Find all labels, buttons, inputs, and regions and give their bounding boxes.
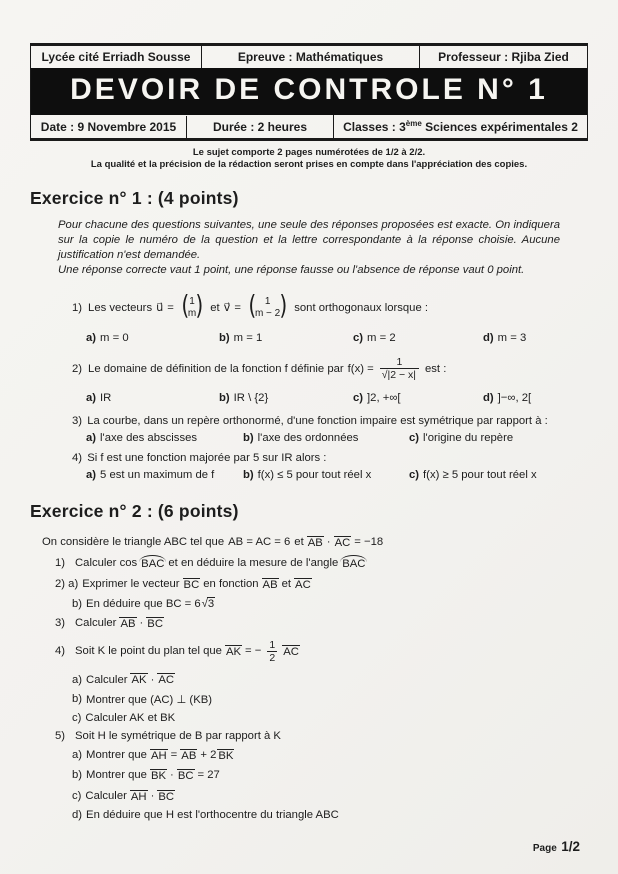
vector-AH: AH — [130, 790, 147, 803]
vector-BC: BC — [183, 578, 200, 591]
option-label: b) — [219, 331, 230, 344]
vector-BC: BC — [158, 790, 175, 803]
vector-v-symbol: v⃗ — [223, 302, 231, 315]
sqrt-sign: √ — [201, 597, 208, 610]
option-label: b) — [243, 431, 254, 444]
vector-AC: AC — [283, 646, 299, 659]
item-text: Soit K le point du plan tel que — [75, 645, 222, 658]
header-row-top — [31, 46, 587, 68]
intro-text: On considère le triangle ABC tel que — [42, 535, 225, 548]
question-2-text-post: est : — [425, 362, 447, 375]
classes-prefix: Classes : 3 — [343, 120, 406, 134]
ex2-item-3 — [55, 616, 588, 630]
page-label: Page — [532, 843, 557, 854]
option-1d — [483, 332, 588, 344]
option-label: c) — [353, 331, 364, 344]
and-word: et — [210, 301, 220, 314]
option-1b — [219, 332, 353, 344]
option-2c — [353, 392, 483, 404]
vector-BC: BC — [177, 770, 194, 783]
item-number: a) — [72, 673, 83, 686]
question-1 — [72, 289, 588, 327]
ex2-item-2a — [55, 577, 588, 591]
plus-two: + 2 — [200, 749, 217, 762]
exercise2-title: Exercice n° 2 : (6 points) — [30, 500, 239, 521]
vector-AB: AB — [120, 618, 136, 631]
vector-AK: AK — [225, 646, 242, 659]
item-number: 1) — [55, 556, 66, 569]
item-text: Calculer — [86, 673, 128, 686]
question-4-number: 4) — [72, 451, 83, 464]
ex2-item-5a — [72, 748, 588, 762]
fraction-denominator: 2 — [269, 651, 276, 664]
vector-BK: BK — [150, 770, 167, 783]
ex2-item-5b — [72, 768, 588, 782]
dot-product-sign: · — [150, 789, 155, 802]
notice-line1: Le sujet comporte 2 pages numérotées de 1/2 à 2/2. — [192, 147, 426, 158]
ex2-item-5 — [55, 730, 588, 742]
vector-v-y: m − 2 — [254, 307, 281, 319]
option-label: c) — [409, 431, 420, 444]
vector-BK: BK — [218, 749, 234, 762]
question-4 — [72, 452, 588, 464]
item-number: 5) — [55, 729, 66, 742]
option-3c — [409, 432, 588, 444]
school-name: Lycée cité Erriadh Sousse — [41, 50, 191, 64]
item-text: Calculer — [85, 789, 127, 802]
option-text: 5 est un maximum de f — [100, 468, 215, 481]
item-text: En déduire que BC = 6 — [86, 597, 201, 610]
instructions-paragraph2: Une réponse correcte vaut 1 point, une réponse fausse ou l'absence de réponse vaut 0 point. — [58, 263, 525, 276]
vector-u-x: ( 1 — [189, 295, 195, 307]
item-number: b) — [72, 769, 83, 782]
item-text: et en déduire la mesure de l'angle — [168, 556, 339, 569]
exam-subject: Epreuve : Mathématiques — [201, 46, 419, 68]
question-1-text-post: sont orthogonaux lorsque : — [294, 301, 429, 314]
page-number — [533, 838, 580, 856]
exam-date: Date : 9 Novembre 2015 — [40, 119, 177, 134]
fraction — [380, 356, 419, 381]
exam-duration: Durée : 2 heures — [186, 116, 333, 138]
item-text: Exprimer le vecteur — [82, 577, 180, 590]
option-label: d) — [483, 331, 494, 344]
lengths-equation: AB = AC = 6 — [228, 535, 291, 548]
option-text: f(x) ≥ 5 pour tout réel x — [423, 468, 537, 481]
equation-value: = 27 — [197, 769, 220, 782]
item-number: 3) — [55, 617, 66, 630]
angle-BAC: BAC — [141, 555, 164, 570]
item-text: Calculer AK et BK — [85, 711, 176, 724]
sqrt-sign: √ — [381, 369, 388, 382]
question-4-options — [86, 469, 588, 481]
vector-u-symbol: u⃗ — [156, 302, 164, 315]
option-1c — [353, 332, 483, 344]
and-word: et — [294, 535, 304, 548]
and-word: et — [281, 577, 292, 590]
question-2-number: 2) — [72, 362, 83, 375]
item-number: 4) — [55, 645, 66, 658]
option-4c — [409, 469, 588, 481]
question-3-text: La courbe, dans un repère orthonormé, d'une fonction impaire est symétrique par rapport à : — [87, 414, 548, 427]
item-text: Calculer cos — [75, 556, 138, 569]
notice-line2: La qualité et la précision de la rédaction seront prises en compte dans l'appréciation des copies. — [90, 159, 528, 171]
vector-AB: AB — [181, 749, 197, 762]
vector-AK: AK — [131, 674, 147, 687]
exercise2-intro — [42, 535, 588, 549]
ex2-item-4a — [72, 672, 588, 686]
item-text: en fonction — [203, 577, 259, 590]
vector-BC: BC — [147, 618, 163, 631]
option-text: IR — [100, 391, 112, 404]
option-text: IR \ {2} — [233, 391, 269, 404]
option-3b — [243, 432, 409, 444]
option-text: m = 2 — [367, 331, 396, 344]
vector-u-y: m — [187, 307, 197, 319]
dot-product-sign: · — [139, 617, 144, 630]
question-3 — [72, 415, 588, 427]
ex2-item-4c — [72, 712, 588, 724]
vector-AB: AB — [262, 578, 278, 591]
ex2-item-2b — [72, 597, 588, 610]
question-2-options — [86, 392, 588, 404]
question-3-number: 3) — [72, 414, 83, 427]
option-text: l'axe des abscisses — [100, 431, 198, 444]
option-label: a) — [86, 391, 97, 404]
option-text: m = 3 — [497, 331, 527, 344]
header — [30, 43, 588, 141]
exercise1-title: Exercice n° 1 : (4 points) — [30, 187, 239, 208]
question-1-number: 1) — [72, 301, 83, 314]
question-2 — [72, 351, 588, 387]
option-label: c) — [409, 468, 420, 481]
professor-name: Professeur : Rjiba Zied — [419, 46, 587, 68]
equals-minus: = − — [245, 645, 262, 658]
fraction-numerator: 1 — [269, 638, 276, 651]
column-vector-v — [247, 293, 288, 323]
ex2-item-4b — [72, 693, 588, 706]
ex2-item-1 — [55, 555, 588, 570]
option-text: ]−∞, 2[ — [497, 391, 532, 404]
column-vector-u — [180, 293, 204, 323]
vector-AB: AB — [307, 536, 323, 549]
item-number: c) — [72, 711, 82, 724]
fraction-one-half — [267, 639, 277, 664]
question-2-text-pre: Le domaine de définition de la fonction f définie par — [88, 362, 344, 375]
vector-AH: AH — [150, 749, 167, 762]
option-2d — [483, 392, 588, 404]
classes-suffix: Sciences expérimentales 2 — [421, 120, 578, 134]
radicand: |2 − x| — [387, 369, 416, 382]
option-2b — [219, 392, 353, 404]
option-text: m = 0 — [100, 331, 129, 344]
equals-sign: = — [167, 301, 174, 314]
ex2-item-4 — [55, 636, 588, 666]
question-1-text-pre: Les vecteurs — [88, 301, 153, 314]
option-label: a) — [86, 331, 97, 344]
header-row-bottom — [31, 115, 587, 138]
item-number: b) — [72, 597, 83, 610]
question-1-options — [86, 332, 588, 344]
option-1a — [86, 332, 219, 344]
dot-product-sign: · — [326, 535, 331, 548]
dot-product-value: = −18 — [354, 535, 384, 548]
option-3a — [86, 432, 243, 444]
item-number: a) — [72, 749, 83, 762]
option-4b — [243, 469, 409, 481]
option-label: d) — [483, 391, 494, 404]
angle-BAC: BAC — [342, 555, 365, 570]
option-text: f(x) ≤ 5 pour tout réel x — [257, 468, 372, 481]
fraction-numerator: 1 — [396, 356, 403, 369]
ex2-item-5d — [72, 809, 588, 821]
option-label: c) — [353, 391, 364, 404]
instructions-paragraph1: Pour chacune des questions suivantes, une seule des réponses proposées est exacte. On indiquera sur la copie le numéro de la question et la lettre correspondante à la réponse choisie. Aucune justification n'est demandée. — [58, 218, 560, 261]
item-number: b) — [72, 693, 83, 706]
item-text: En déduire que H est l'orthocentre du triangle ABC — [86, 809, 339, 822]
dot-product-sign: · — [150, 673, 155, 686]
exam-title: DEVOIR DE CONTROLE N° 1 — [31, 68, 587, 115]
option-4a — [86, 469, 243, 481]
exam-notice — [30, 147, 588, 172]
option-label: b) — [243, 468, 254, 481]
item-number: d) — [72, 809, 83, 822]
vector-AC: AC — [295, 578, 311, 591]
equals-sign: = — [234, 301, 241, 314]
option-text: ]2, +∞[ — [367, 391, 401, 404]
item-number: c) — [72, 789, 82, 802]
vector-v-x: ( 1 — [264, 295, 271, 307]
exam-classes — [333, 115, 587, 138]
fraction-denominator — [380, 368, 419, 381]
item-number: 2) a) — [55, 577, 79, 590]
function-notation: f(x) = — [347, 362, 374, 375]
classes-superscript: ème — [405, 119, 422, 128]
item-text: Montrer que — [86, 749, 147, 762]
item-text: Calculer — [75, 617, 117, 630]
option-text: m = 1 — [233, 331, 263, 344]
vector-AC: AC — [334, 536, 351, 549]
ex2-item-5c — [72, 789, 588, 803]
equals-sign: = — [170, 749, 178, 762]
option-label: a) — [86, 431, 97, 444]
exercise1-instructions — [58, 218, 560, 278]
item-text: Montrer que (AC) ⊥ (KB) — [86, 693, 213, 706]
radicand: 3 — [207, 598, 215, 611]
option-2a — [86, 392, 219, 404]
dot-product-sign: · — [170, 769, 174, 782]
vector-AC: AC — [158, 674, 175, 687]
option-text: l'origine du repère — [423, 431, 514, 444]
item-text: Montrer que — [86, 769, 147, 782]
option-text: l'axe des ordonnées — [257, 431, 359, 444]
item-text: Soit H le symétrique de B par rapport à K — [75, 729, 281, 742]
question-4-text: Si f est une fonction majorée par 5 sur IR alors : — [87, 451, 327, 464]
option-label: b) — [219, 391, 230, 404]
option-label: a) — [86, 468, 97, 481]
page-value: 1/2 — [561, 839, 580, 854]
question-3-options — [86, 432, 588, 444]
